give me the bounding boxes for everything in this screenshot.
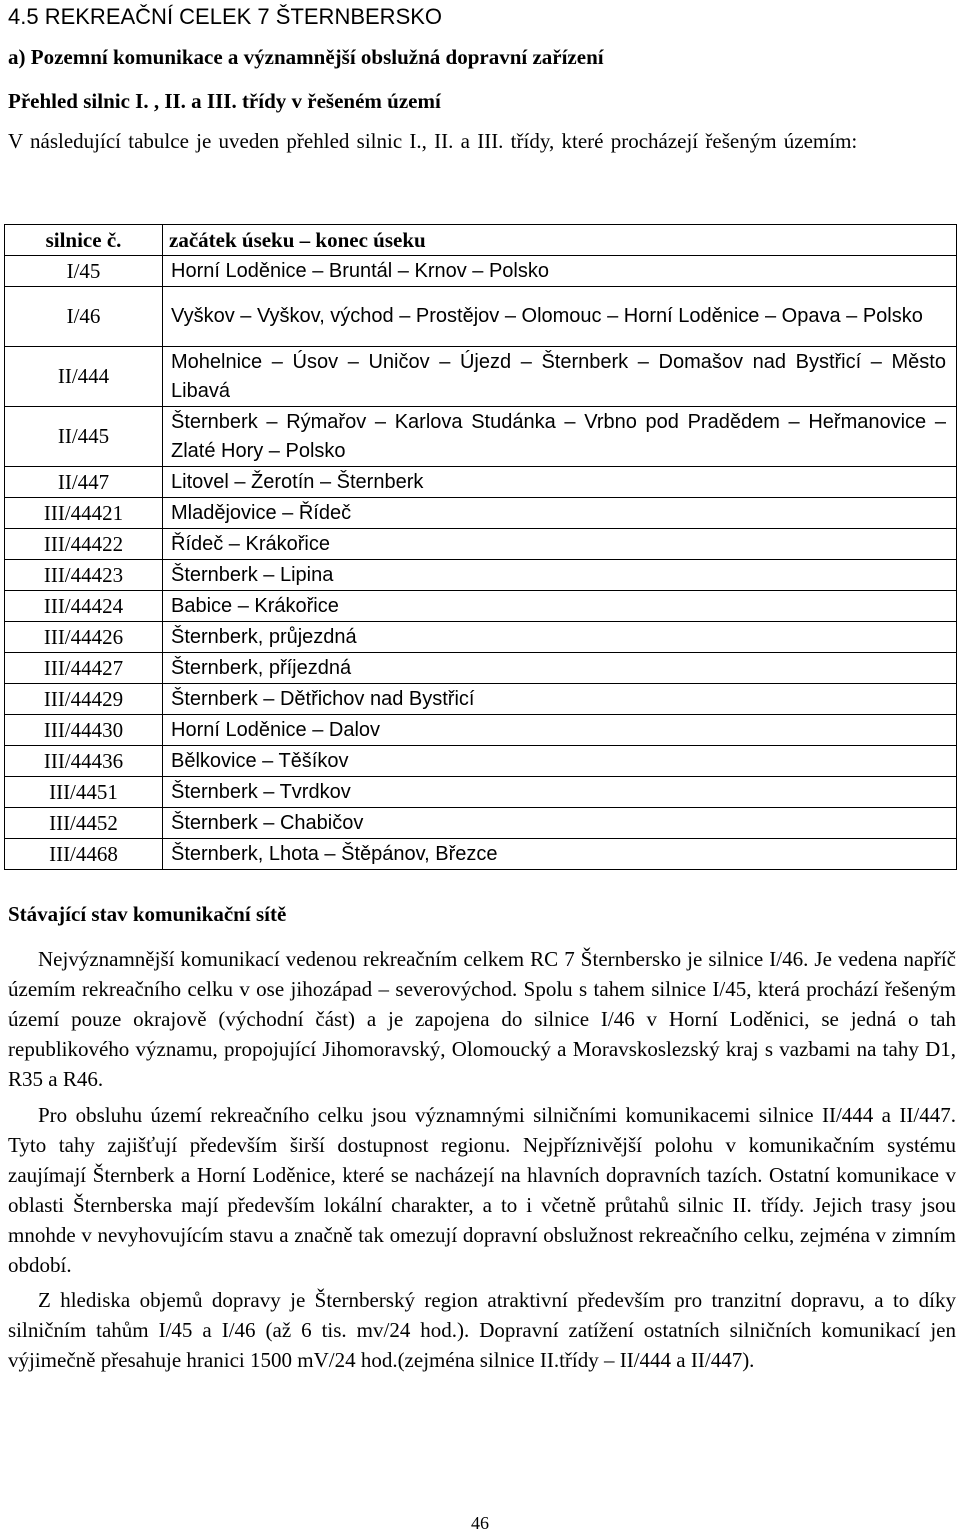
subheading-roads: a) Pozemní komunikace a významnější obslužná dopravní zařízení — [8, 45, 604, 69]
table-row — [5, 839, 957, 870]
column-header-section: začátek úseku – konec úseku — [163, 225, 957, 256]
road-number-cell: II/444 — [5, 347, 163, 407]
table-row — [5, 653, 957, 684]
roads-table — [4, 224, 957, 870]
road-section-cell: Mladějovice – Řídeč — [163, 498, 957, 529]
table-header-row — [5, 225, 957, 256]
table-row — [5, 407, 957, 467]
road-number-cell: II/445 — [5, 407, 163, 467]
intro-paragraph: V následující tabulce je uveden přehled silnic I., II. a III. třídy, které procházejí řešeným územím: — [8, 129, 858, 153]
road-number-cell: I/46 — [5, 287, 163, 347]
paragraph-2-text: Pro obsluhu území rekreačního celku jsou významnými silničními komunikacemi silnice II/444 a II/447. Tyto tahy zajišťují především širší dostupnost regionu. Nejpříznivější polohu v komunikačním systému zaujímají Šternberk a Horní Loděnice, které se nacházejí na hlavních dopravních tazích. Ostatní komunikace v oblasti Šternberska mají především lokální charakter, a to i včetně průtahů silnic II. třídy. Jejich trasy jsou mnohde v nevyhovujícím stavu a značně tak omezují dopravní obslužnost rekreačního celku, zejména v zimním období. — [8, 1103, 956, 1277]
column-header-road: silnice č. — [5, 225, 163, 256]
table-row — [5, 529, 957, 560]
road-section-cell: Horní Loděnice – Bruntál – Krnov – Polsko — [163, 256, 957, 287]
road-section-cell: Vyškov – Vyškov, východ – Prostějov – Olomouc – Horní Loděnice – Opava – Polsko — [163, 287, 957, 347]
road-number-cell: III/44426 — [5, 622, 163, 653]
table-row — [5, 591, 957, 622]
road-number-cell: III/4452 — [5, 808, 163, 839]
section-heading-main: 4.5 REKREAČNÍ CELEK 7 ŠTERNBERSKO — [8, 4, 443, 29]
table-row — [5, 256, 957, 287]
road-section-cell: Litovel – Žerotín – Šternberk — [163, 467, 957, 498]
road-section-cell: Šternberk – Rýmařov – Karlova Studánka – Vrbno pod Pradědem – Heřmanovice – Zlaté Hory – Polsko — [163, 407, 957, 467]
road-number-cell: III/44421 — [5, 498, 163, 529]
road-section-cell: Šternberk – Dětřichov nad Bystřicí — [163, 684, 957, 715]
road-section-cell: Šternberk, průjezdná — [163, 622, 957, 653]
road-section-cell: Horní Loděnice – Dalov — [163, 715, 957, 746]
table-row — [5, 715, 957, 746]
road-section-cell: Mohelnice – Úsov – Uničov – Újezd – Šternberk – Domašov nad Bystřicí – Město Libavá — [163, 347, 957, 407]
subheading-overview: Přehled silnic I. , II. a III. třídy v řešeném území — [8, 89, 441, 113]
paragraph-3-text: Z hlediska objemů dopravy je Šternberský region atraktivní především pro tranzitní dopravu, a to díky silničním tahům I/45 a I/46 (až 6 tis. mv/24 hod.). Dopravní zatížení ostatních silničních komunikací jen výjimečně přesahuje hranici 1500 mV/24 hod.(zejména silnice II.třídy – II/444 a II/447). — [8, 1288, 956, 1372]
road-number-cell: III/44427 — [5, 653, 163, 684]
road-section-cell: Šternberk – Chabičov — [163, 808, 957, 839]
road-section-cell: Babice – Krákořice — [163, 591, 957, 622]
paragraph-3 — [8, 1285, 956, 1375]
road-section-cell: Šternberk, příjezdná — [163, 653, 957, 684]
road-section-cell: Šternberk, Lhota – Štěpánov, Březce — [163, 839, 957, 870]
table-row — [5, 287, 957, 347]
road-section-cell: Šternberk – Tvrdkov — [163, 777, 957, 808]
table-row — [5, 498, 957, 529]
road-number-cell: III/44422 — [5, 529, 163, 560]
table-row — [5, 467, 957, 498]
current-state-heading: Stávající stav komunikační sítě — [8, 902, 287, 926]
road-number-cell: II/447 — [5, 467, 163, 498]
road-section-cell: Bělkovice – Těšíkov — [163, 746, 957, 777]
paragraph-1 — [8, 944, 956, 1094]
table-row — [5, 560, 957, 591]
road-number-cell: III/44429 — [5, 684, 163, 715]
paragraph-1-text: Nejvýznamnější komunikací vedenou rekreačním celkem RC 7 Šternbersko je silnice I/46. Je vedena napříč územím rekreačního celku v ose jihozápad – severovýchod. Spolu s tahem silnice I/45, která prochází řešeným území pouze okrajově (východní část) a je zapojena do silnice I/46 v Horní Loděnici, se jedná o tah republikového významu, propojující Jihomoravský, Olomoucký a Moravskoslezský kraj s vazbami na tahy D1, R35 a R46. — [8, 947, 956, 1091]
road-section-cell: Šternberk – Lipina — [163, 560, 957, 591]
table-row — [5, 808, 957, 839]
road-section-cell: Řídeč – Krákořice — [163, 529, 957, 560]
road-number-cell: III/44424 — [5, 591, 163, 622]
paragraph-2 — [8, 1100, 956, 1280]
road-number-cell: III/4468 — [5, 839, 163, 870]
page-number: 46 — [471, 1513, 489, 1533]
table-row — [5, 347, 957, 407]
road-number-cell: III/4451 — [5, 777, 163, 808]
road-number-cell: I/45 — [5, 256, 163, 287]
road-number-cell: III/44436 — [5, 746, 163, 777]
table-row — [5, 746, 957, 777]
road-number-cell: III/44423 — [5, 560, 163, 591]
table-row — [5, 622, 957, 653]
road-number-cell: III/44430 — [5, 715, 163, 746]
table-row — [5, 684, 957, 715]
table-row — [5, 777, 957, 808]
